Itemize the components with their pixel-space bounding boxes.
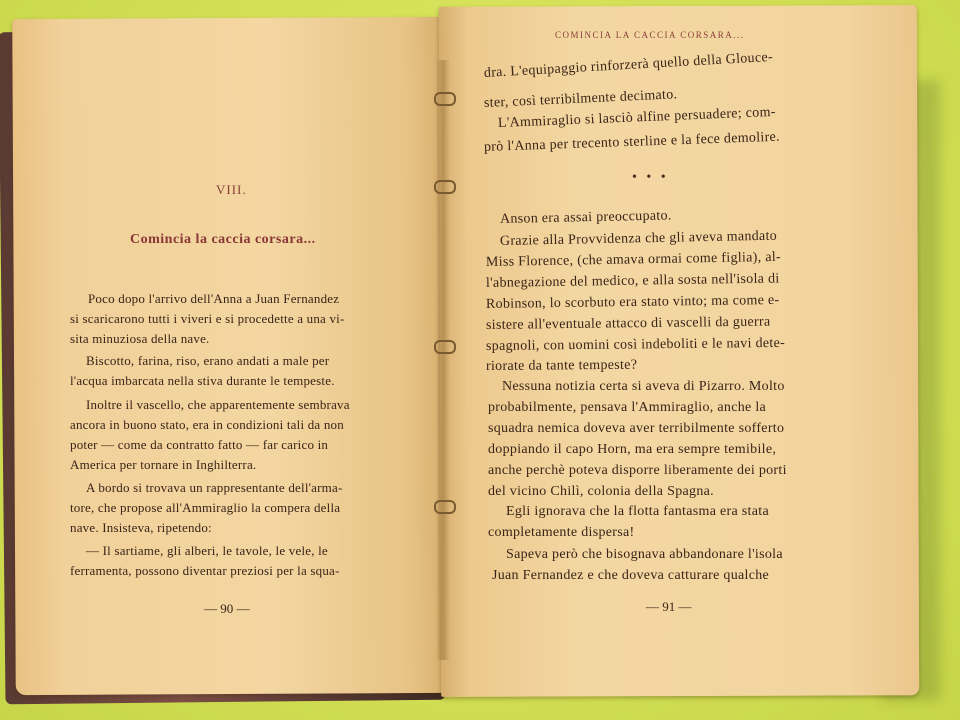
left-text-line: Biscotto, farina, riso, erano andati a male per [86,353,330,368]
chapter-title: Comincia la caccia corsara... [130,232,316,247]
right-text-line: anche perchè poteva disporre liberamente dei porti [488,463,787,478]
left-text-line: — Il sartiame, gli alberi, le tavole, le vele, le [86,543,328,558]
right-text-line: Sapeva però che bisognava abbandonare l'isola [506,547,783,562]
left-text-line: sita minuziosa della nave. [70,331,210,346]
right-text-line: prò l'Anna per trecento sterline e la fece demolire. [483,129,781,155]
right-text-line: del vicino Chilì, colonia della Spagna. [488,484,714,499]
right-text-line: Anson era assai preoccupato. [499,208,672,227]
right-text-line: doppiando il capo Horn, ma era sempre temibile, [488,442,777,457]
right-text-line: ster, così terribilmente decimato. [483,87,678,111]
left-text-line: Inoltre il vascello, che apparentemente sembrava [86,397,350,412]
running-head: COMINCIA LA CACCIA CORSARA... [555,30,745,40]
left-text-line: l'acqua imbarcata nella stiva durante le tempeste. [70,373,335,388]
left-text-line: Poco dopo l'arrivo dell'Anna a Juan Fernandez [88,291,340,306]
binding-stitch [434,92,456,106]
right-text-line: sistere all'eventuale attacco di vascelli da guerra [485,314,771,333]
left-text-line: poter — come da contratto fatto — far carico in [70,437,329,452]
left-text-line: ancora in buono stato, era in condizioni tali da non [70,417,344,432]
left-text-line: nave. Insisteva, ripetendo: [70,520,212,535]
right-text-line: dra. L'equipaggio rinforzerà quello della Glouce- [483,49,774,81]
right-page-number: — 91 — [646,599,692,614]
right-text-line: probabilmente, pensava l'Ammiraglio, anche la [488,400,767,415]
binding-stitch [434,180,456,194]
left-text-line: ferramenta, possono diventar preziosi per la squa- [70,563,340,578]
left-text-line: America per tornare in Inghilterra. [70,457,257,472]
right-text-line: completamente dispersa! [488,525,635,540]
right-text-line: Nessuna notizia certa si aveva di Pizarro. Molto [502,379,785,394]
left-text-line: A bordo si trovava un rappresentante dell'arma- [86,480,343,495]
right-text-line: Robinson, lo scorbuto era stato vinto; ma come e- [485,292,780,312]
section-separator: • • • [632,170,669,185]
right-text-line: squadra nemica doveva aver terribilmente sofferto [488,421,785,436]
right-text-line: Egli ignorava che la flotta fantasma era stata [506,504,769,519]
binding-stitch [434,500,456,514]
right-text-line: riorate da tante tempeste? [485,357,638,374]
book-gutter [436,60,450,660]
left-text-line: si scaricarono tutti i viveri e si procedette a una vi- [70,311,345,326]
right-text-line: l'abnegazione del medico, e alla sosta nell'isola di [485,271,780,291]
chapter-number: VIII. [216,182,247,197]
right-text-line: Grazie alla Provvidenza che gli aveva mandato [499,228,778,249]
binding-stitch [434,340,456,354]
left-page-number: — 90 — [204,601,250,616]
right-text-line: spagnoli, con uomini così indeboliti e le navi dete- [485,335,786,354]
left-text-line: tore, che propose all'Ammiraglio la compera della [70,500,341,515]
right-text-line: Juan Fernandez e che doveva catturare qualche [492,568,770,583]
right-text-line: L'Ammiraglio si lasciò alfine persuadere; com- [497,104,777,131]
right-text-line: Miss Florence, (che amava ormai come figlia), al- [485,249,782,270]
